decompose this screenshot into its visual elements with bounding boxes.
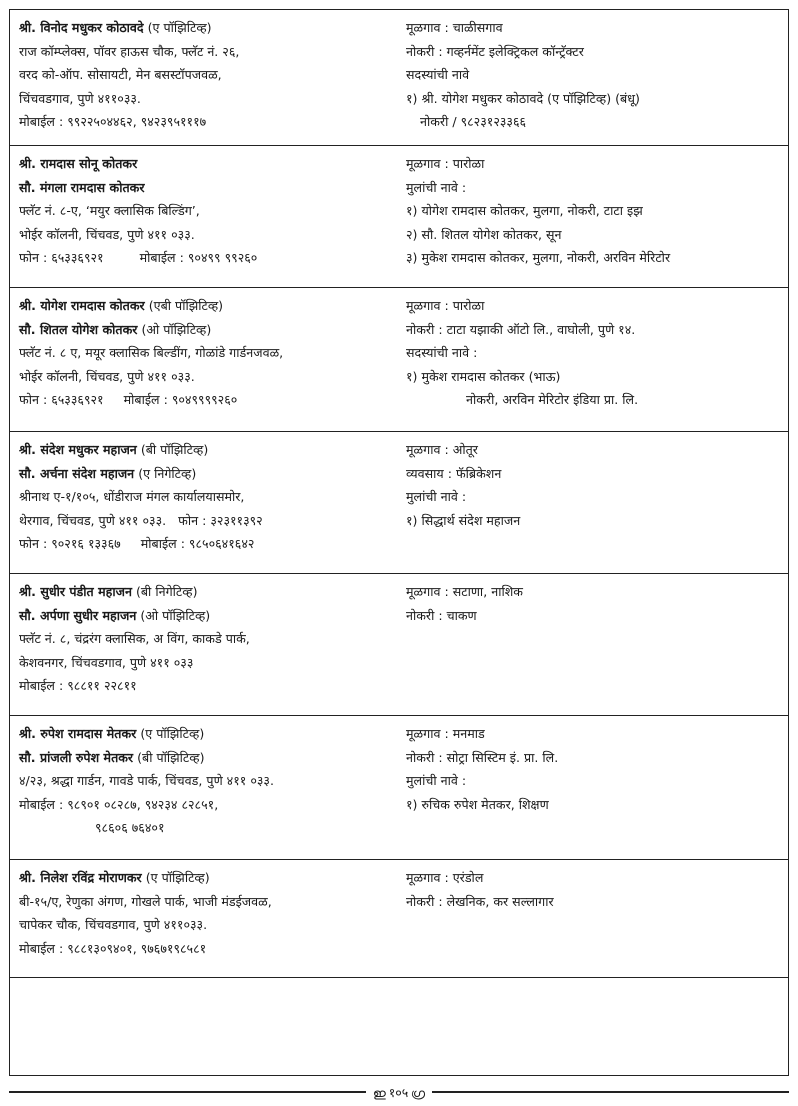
- occupation: नोकरी : चाकण: [406, 607, 477, 623]
- member-name: श्री. रामदास सोनू कोतकर: [19, 156, 138, 171]
- blood-group: (ए पॉझिटिव्ह): [147, 20, 212, 35]
- spouse-name: सौ. अर्चना संदेश महाजन: [19, 465, 135, 481]
- phone-line: फोन : ९०२१६ १३३६७ मोबाईल : ९८५०६४१६४२: [19, 536, 255, 552]
- address-line: राज कॉम्प्लेक्स, पॉवर हाऊस चौक, फ्लॅट नं. २६,: [19, 43, 240, 59]
- native-place: मूळगाव : ओतूर: [406, 442, 478, 457]
- ornament-right-icon: ഗ്ര: [410, 1086, 426, 1100]
- occupation: नोकरी : टाटा यझाकी ऑटो लि., वाघोली, पुणे १४.: [406, 321, 636, 337]
- native-place: मूळगाव : पारोळा: [406, 156, 485, 171]
- spouse-name: सौ. प्रांजली रुपेश मेतकर: [19, 749, 134, 765]
- entry-right-column: [406, 866, 786, 913]
- directory-entry: [10, 574, 788, 716]
- entry-right-column: [406, 722, 786, 816]
- phone-line: फोन : ६५३३६९२१ मोबाईल : ९०४९९ ९९२६०: [19, 250, 258, 266]
- family-member: २) सौ. शितल योगेश कोतकर, सून: [406, 226, 562, 242]
- entry-left-column: [19, 580, 399, 698]
- spouse-name-line: [19, 746, 399, 770]
- member-name: श्री. विनोद मधुकर कोठावदे: [19, 20, 144, 35]
- phone-line-continued: ९८६०६ ७६४०१: [95, 820, 165, 836]
- member-name-line: [19, 294, 399, 318]
- entry-left-column: [19, 294, 399, 412]
- blood-group: (ओ पॉझिटिव्ह): [141, 321, 212, 337]
- family-member: १) श्री. योगेश मधुकर कोठावदे (ए पॉझिटिव्ह) (बंधू): [406, 90, 640, 106]
- members-heading: सदस्यांची नावे :: [406, 345, 478, 361]
- directory-entry: [10, 288, 788, 432]
- directory-entry: [10, 432, 788, 574]
- page-number: १०५: [388, 1084, 409, 1100]
- native-place: मूळगाव : चाळीसगाव: [406, 20, 503, 35]
- blood-group: (ए पॉझिटिव्ह): [140, 726, 205, 741]
- address-line: फ्लॅट नं. ८ ए, मयूर क्लासिक बिल्डींग, गोळांडे गार्डनजवळ,: [19, 345, 284, 361]
- business: व्यवसाय : फॅब्रिकेशन: [406, 465, 502, 481]
- blood-group: (ए निगेटिव्ह): [138, 465, 197, 481]
- address-line: भोईर कॉलनी, चिंचवड, पुणे ४११ ०३३.: [19, 226, 195, 242]
- entry-left-column: [19, 438, 399, 556]
- footer-rule-right: [432, 1091, 789, 1093]
- blood-group: (बी पॉझिटिव्ह): [140, 442, 209, 457]
- spouse-name-line: [19, 318, 399, 342]
- children-heading: मुलांची नावे :: [406, 179, 467, 195]
- native-place: मूळगाव : मनमाड: [406, 726, 485, 741]
- member-name-line: [19, 722, 399, 746]
- family-member: १) मुकेश रामदास कोतकर (भाऊ): [406, 368, 561, 384]
- family-member: १) रुचिक रुपेश मेतकर, शिक्षण: [406, 796, 549, 812]
- entry-right-column: [406, 580, 786, 627]
- address-line: चापेकर चौक, चिंचवडगाव, पुणे ४११०३३.: [19, 917, 208, 933]
- member-name: श्री. रुपेश रामदास मेतकर: [19, 726, 137, 741]
- directory-entry: [10, 10, 788, 146]
- address-line: वरद को-ऑप. सोसायटी, मेन बसस्टॉपजवळ,: [19, 67, 222, 83]
- members-heading: सदस्यांची नावे: [406, 67, 470, 83]
- directory-entry: [10, 860, 788, 978]
- native-place: मूळगाव : एरंडोल: [406, 870, 484, 885]
- entry-left-column: [19, 16, 399, 134]
- blood-group: (बी पॉझिटिव्ह): [137, 749, 205, 765]
- family-member-detail: नोकरी, अरविन मेरिटोर इंडिया प्रा. लि.: [466, 392, 639, 408]
- native-place: मूळगाव : पारोळा: [406, 298, 485, 313]
- member-name-line: [19, 16, 399, 40]
- spouse-name: सौ. मंगला रामदास कोतकर: [19, 179, 145, 195]
- empty-entry: [10, 978, 788, 1075]
- entry-left-column: [19, 722, 399, 840]
- spouse-name-line: [19, 604, 399, 628]
- address-line: थेरगाव, चिंचवड, पुणे ४११ ०३३. फोन : ३२३११३९२: [19, 512, 263, 528]
- member-name: श्री. संदेश मधुकर महाजन: [19, 442, 137, 457]
- footer-rule-left: [9, 1091, 366, 1093]
- ornament-left-icon: ഇ: [372, 1086, 386, 1100]
- occupation: नोकरी : लेखनिक, कर सल्लागार: [406, 893, 554, 909]
- blood-group: (ओ पॉझिटिव्ह): [140, 607, 211, 623]
- address-line: केशवनगर, चिंचवडगाव, पुणे ४११ ०३३: [19, 654, 194, 670]
- occupation: नोकरी : गव्हर्नमेंट इलेक्ट्रिकल कॉन्ट्रॅक्टर: [406, 43, 584, 59]
- page-footer: [9, 1083, 789, 1101]
- blood-group: (ए पॉझिटिव्ह): [145, 870, 210, 885]
- phone-line: फोन : ६५३३६९२१ मोबाईल : ९०४९९९९२६०: [19, 392, 238, 408]
- phone-line: मोबाईल : ९९२२५०४४६२, ९४२३९५१११७: [19, 114, 207, 130]
- address-line: फ्लॅट नं. ८-ए, ‘मयुर क्लासिक बिल्डिंग’,: [19, 203, 200, 219]
- entry-right-column: [406, 294, 786, 412]
- family-member: १) योगेश रामदास कोतकर, मुलगा, नोकरी, टाटा इझ: [406, 203, 643, 219]
- native-place: मूळगाव : सटाणा, नाशिक: [406, 584, 523, 599]
- spouse-name: सौ. शितल योगेश कोतकर: [19, 321, 138, 337]
- directory-entry: [10, 146, 788, 288]
- family-member: ३) मुकेश रामदास कोतकर, मुलगा, नोकरी, अरविन मेरिटोर: [406, 250, 671, 266]
- member-name-line: [19, 866, 399, 890]
- spouse-name-line: [19, 462, 399, 486]
- address-line: चिंचवडगाव, पुणे ४११०३३.: [19, 90, 141, 106]
- directory-entry: [10, 716, 788, 860]
- address-line: ४/२३, श्रद्धा गार्डन, गावडे पार्क, चिंचवड, पुणे ४११ ०३३.: [19, 773, 274, 789]
- children-heading: मुलांची नावे :: [406, 773, 467, 789]
- member-name: श्री. योगेश रामदास कोतकर: [19, 298, 145, 313]
- directory-frame: [9, 9, 789, 1076]
- children-heading: मुलांची नावे :: [406, 489, 467, 505]
- entry-left-column: [19, 866, 399, 960]
- entry-right-column: [406, 152, 786, 270]
- member-name: श्री. निलेश रविंद्र मोराणकर: [19, 870, 142, 885]
- phone-line: मोबाईल : ९८८११ २२८११: [19, 678, 137, 694]
- family-member-detail: नोकरी / ९८२३१२३३६६: [420, 114, 527, 130]
- member-name-line: [19, 438, 399, 462]
- entry-right-column: [406, 438, 786, 532]
- address-line: भोईर कॉलनी, चिंचवड, पुणे ४११ ०३३.: [19, 368, 195, 384]
- address-line: बी-१५/ए, रेणुका अंगण, गोखले पार्क, भाजी मंडईजवळ,: [19, 893, 272, 909]
- page-number-group: [366, 1084, 432, 1101]
- phone-line: मोबाईल : ९८९०१ ०८२८७, ९४२३४ ८२८५१,: [19, 796, 219, 812]
- phone-line: मोबाईल : ९८८१३०९४०१, ९७६७१९८५८१: [19, 940, 207, 956]
- address-line: फ्लॅट नं. ८, चंद्ररंग क्लासिक, अ विंग, काकडे पार्क,: [19, 631, 250, 647]
- occupation: नोकरी : सोट्रा सिस्टिम इं. प्रा. लि.: [406, 749, 559, 765]
- family-member: १) सिद्धार्थ संदेश महाजन: [406, 512, 521, 528]
- entry-right-column: [406, 16, 786, 134]
- member-name: श्री. सुधीर पंडीत महाजन: [19, 584, 132, 599]
- blood-group: (एबी पॉझिटिव्ह): [148, 298, 224, 313]
- spouse-name: सौ. अर्पणा सुधीर महाजन: [19, 607, 137, 623]
- address-line: श्रीनाथ ए-१/१०५, धोंडीराज मंगल कार्यालयासमोर,: [19, 489, 245, 505]
- member-name-line: [19, 580, 399, 604]
- entry-left-column: [19, 152, 399, 270]
- blood-group: (बी निगेटिव्ह): [135, 584, 198, 599]
